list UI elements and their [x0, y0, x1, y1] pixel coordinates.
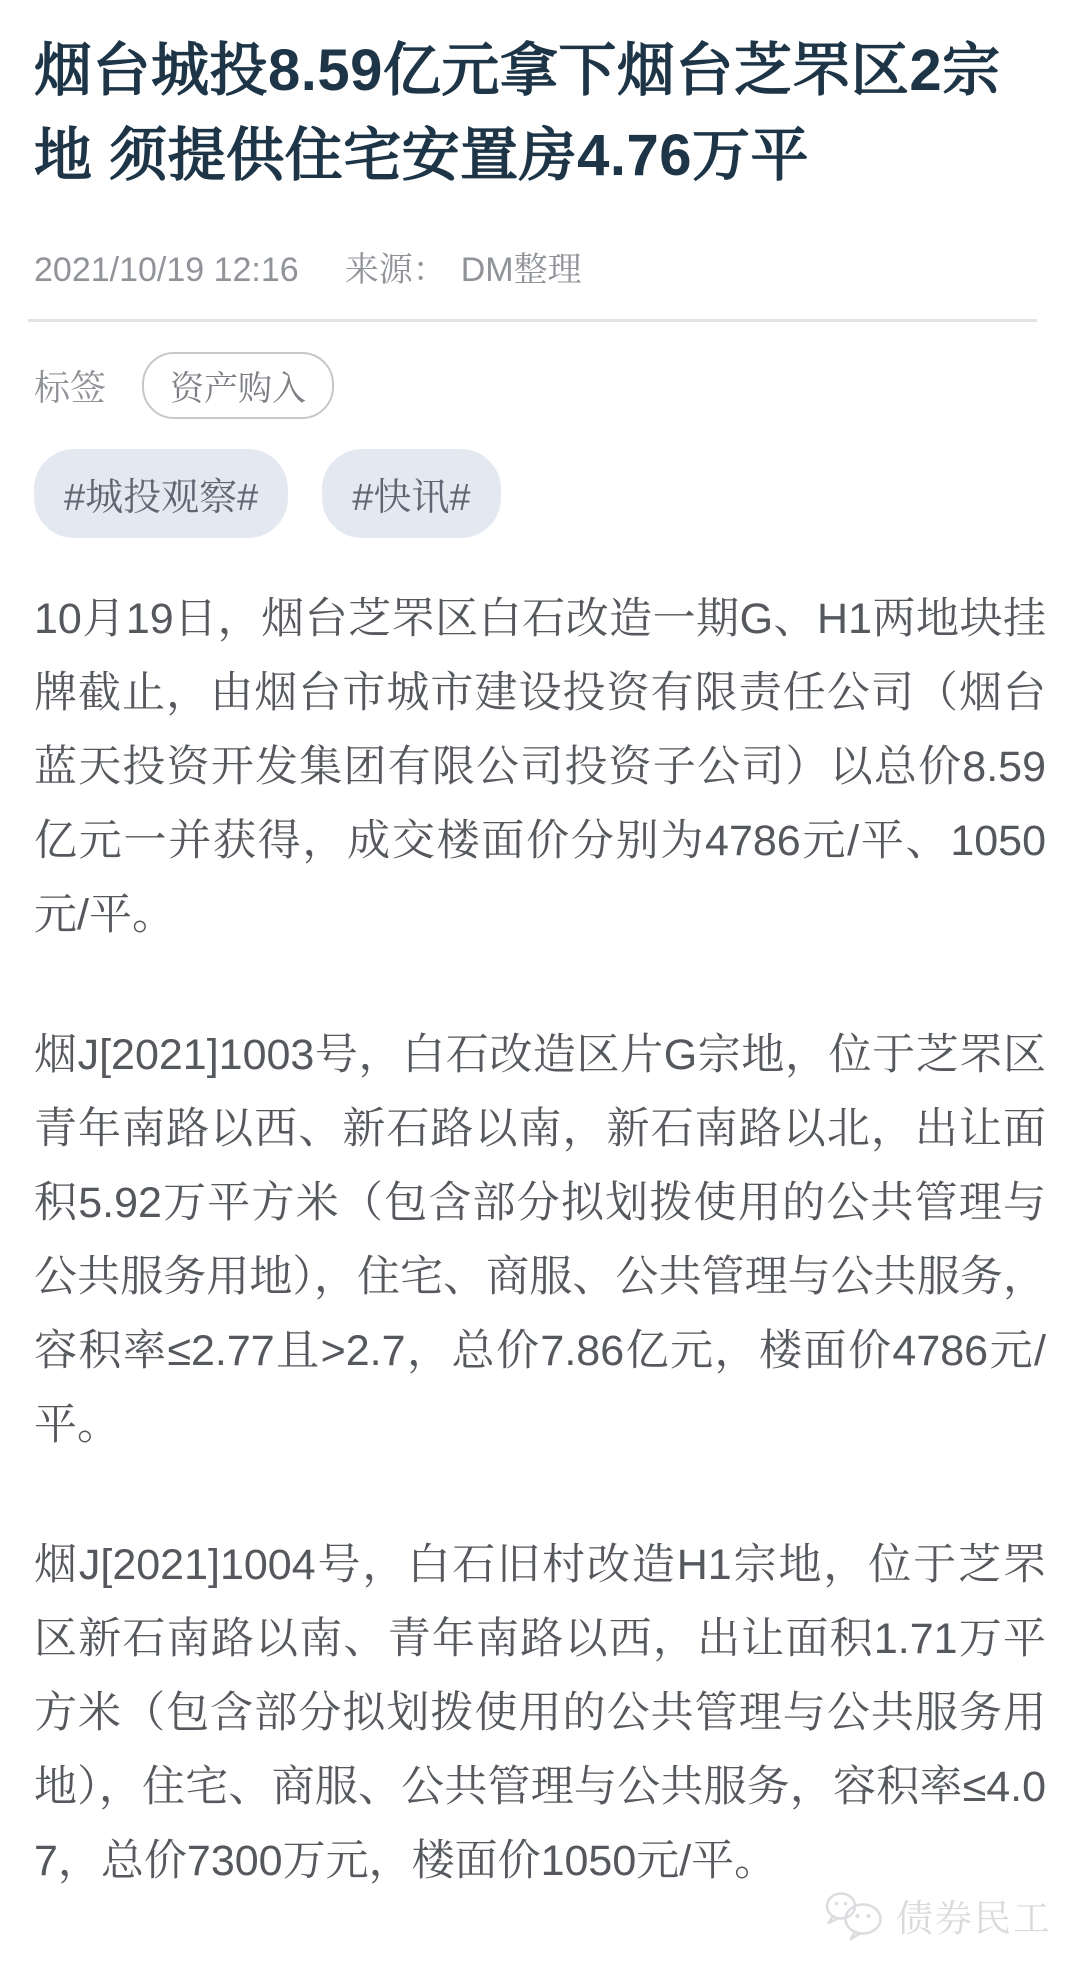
source-label: 来源： [344, 251, 447, 289]
hashtag-row [34, 449, 1046, 538]
article-source [345, 242, 582, 291]
watermark-text: 债券民工 [896, 1898, 1052, 1939]
watermark [824, 1888, 1052, 1942]
meta-divider [28, 319, 1037, 322]
tags-label: 标签 [34, 367, 107, 408]
hashtag-kuaixun[interactable]: #快讯# [322, 449, 500, 538]
article-title: 烟台城投8.59亿元拿下烟台芝罘区2宗地 须提供住宅安置房4.76万平 [34, 38, 1001, 188]
paragraph-summary: 10月19日，烟台芝罘区白石改造一期G、H1两地块挂牌截止，由烟台市城市建设投资有限责任公司（烟台蓝天投资开发集团有限公司投资子公司）以总价8.59亿元一并获得，成交楼面价分别为4786元/平、1050元/平。 [34, 595, 1046, 939]
article-body [34, 582, 1046, 1898]
hashtag-chengtou-guancha[interactable]: #城投观察# [34, 449, 288, 538]
tag-row [34, 352, 1046, 419]
paragraph-parcel-h1: 烟J[2021]1004号，白石旧村改造H1宗地，位于芝罘区新石南路以南、青年南路以西，出让面积1.71万平方米（包含部分拟划拨使用的公共管理与公共服务用地），住宅、商服、公共管理与公共服务，容积率≤4.07，总价7300万元，楼面价1050元/平。 [34, 1541, 1046, 1885]
tag-pill-asset-purchase[interactable]: 资产购入 [142, 352, 334, 419]
source-name: DM整理 [460, 251, 582, 289]
wechat-logo-icon [824, 1889, 888, 1941]
paragraph-parcel-g: 烟J[2021]1003号，白石改造区片G宗地，位于芝罘区青年南路以西、新石路以南，新石南路以北，出让面积5.92万平方米（包含部分拟划拨使用的公共管理与公共服务用地），住宅、商服、公共管理与公共服务，容积率≤2.77且>2.7，总价7.86亿元，楼面价4786元/平。 [34, 1031, 1046, 1449]
article-meta [34, 242, 1046, 291]
publish-datetime: 2021/10/19 12:16 [34, 251, 299, 289]
